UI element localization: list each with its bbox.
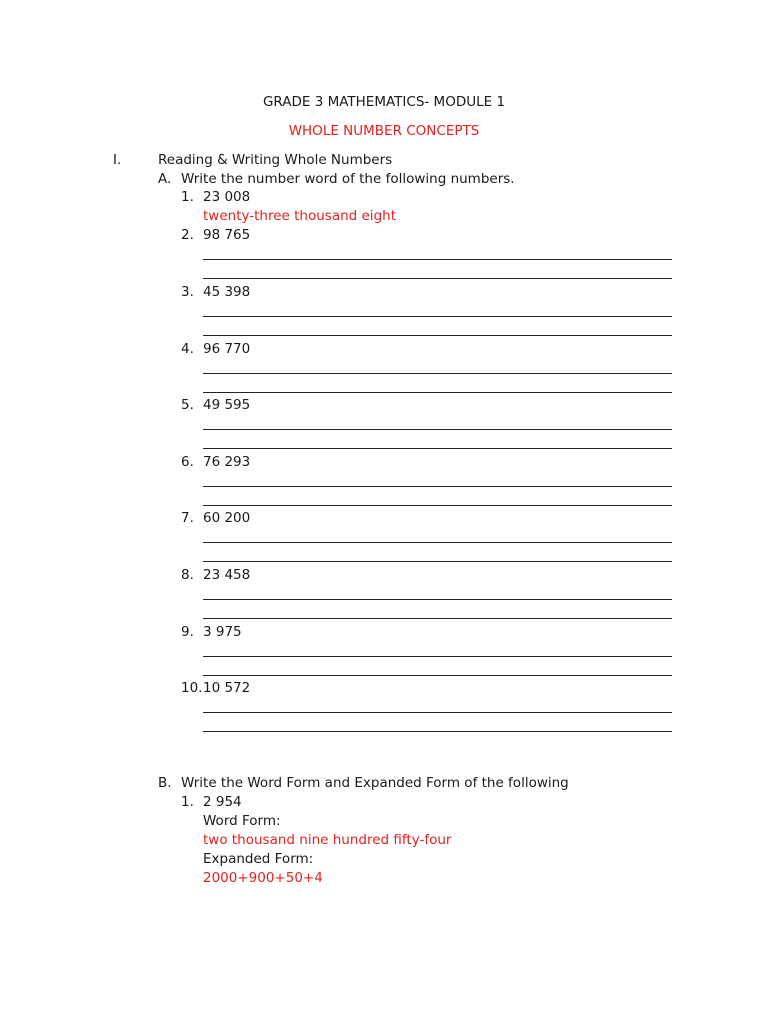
item-value: 3 975 <box>203 624 242 640</box>
answer-line[interactable] <box>203 448 672 449</box>
expanded-form-label: Expanded Form: <box>203 851 314 867</box>
item-value: 76 293 <box>203 454 251 470</box>
item-number: 9. <box>181 624 194 640</box>
answer-line[interactable] <box>203 486 672 487</box>
item-value: 60 200 <box>203 510 251 526</box>
answer-line[interactable] <box>203 712 672 713</box>
item-number: 8. <box>181 567 194 583</box>
answer-line[interactable] <box>203 259 672 260</box>
word-form-answer: two thousand nine hundred fifty-four <box>203 832 452 848</box>
answer-line[interactable] <box>203 429 672 430</box>
item-number: 7. <box>181 510 194 526</box>
answer-line[interactable] <box>203 542 672 543</box>
item-value: 10 572 <box>203 680 251 696</box>
item-value: 96 770 <box>203 341 251 357</box>
part-a-letter: A. <box>158 171 172 187</box>
item-number: 4. <box>181 341 194 357</box>
item-value: 23 458 <box>203 567 251 583</box>
word-form-label: Word Form: <box>203 813 281 829</box>
item-value: 2 954 <box>203 794 242 810</box>
answer-line[interactable] <box>203 373 672 374</box>
answer-line[interactable] <box>203 656 672 657</box>
answer-line[interactable] <box>203 316 672 317</box>
answer-line[interactable] <box>203 731 672 732</box>
answer-line[interactable] <box>203 599 672 600</box>
item-value: 45 398 <box>203 284 251 300</box>
answer-line[interactable] <box>203 618 672 619</box>
answer-line[interactable] <box>203 505 672 506</box>
answer-line[interactable] <box>203 675 672 676</box>
answer-line[interactable] <box>203 392 672 393</box>
section-numeral: I. <box>113 152 122 168</box>
part-a-instruction: Write the number word of the following numbers. <box>181 171 515 187</box>
item-number: 2. <box>181 227 194 243</box>
answer-line[interactable] <box>203 561 672 562</box>
item-number: 1. <box>181 189 194 205</box>
item-number: 3. <box>181 284 194 300</box>
answer-line[interactable] <box>203 278 672 279</box>
page-subtitle: WHOLE NUMBER CONCEPTS <box>288 123 480 139</box>
part-b-letter: B. <box>158 775 172 791</box>
item-value: 23 008 <box>203 189 251 205</box>
item-answer: twenty-three thousand eight <box>203 208 396 224</box>
page-title: GRADE 3 MATHEMATICS- MODULE 1 <box>262 94 506 110</box>
item-number: 5. <box>181 397 194 413</box>
expanded-form-answer: 2000+900+50+4 <box>203 870 323 886</box>
section-title: Reading & Writing Whole Numbers <box>158 152 393 168</box>
answer-line[interactable] <box>203 335 672 336</box>
item-value: 98 765 <box>203 227 251 243</box>
item-number: 10. <box>181 680 203 696</box>
part-b-instruction: Write the Word Form and Expanded Form of the following <box>181 775 569 791</box>
item-value: 49 595 <box>203 397 251 413</box>
item-number: 6. <box>181 454 194 470</box>
item-number: 1. <box>181 794 194 810</box>
